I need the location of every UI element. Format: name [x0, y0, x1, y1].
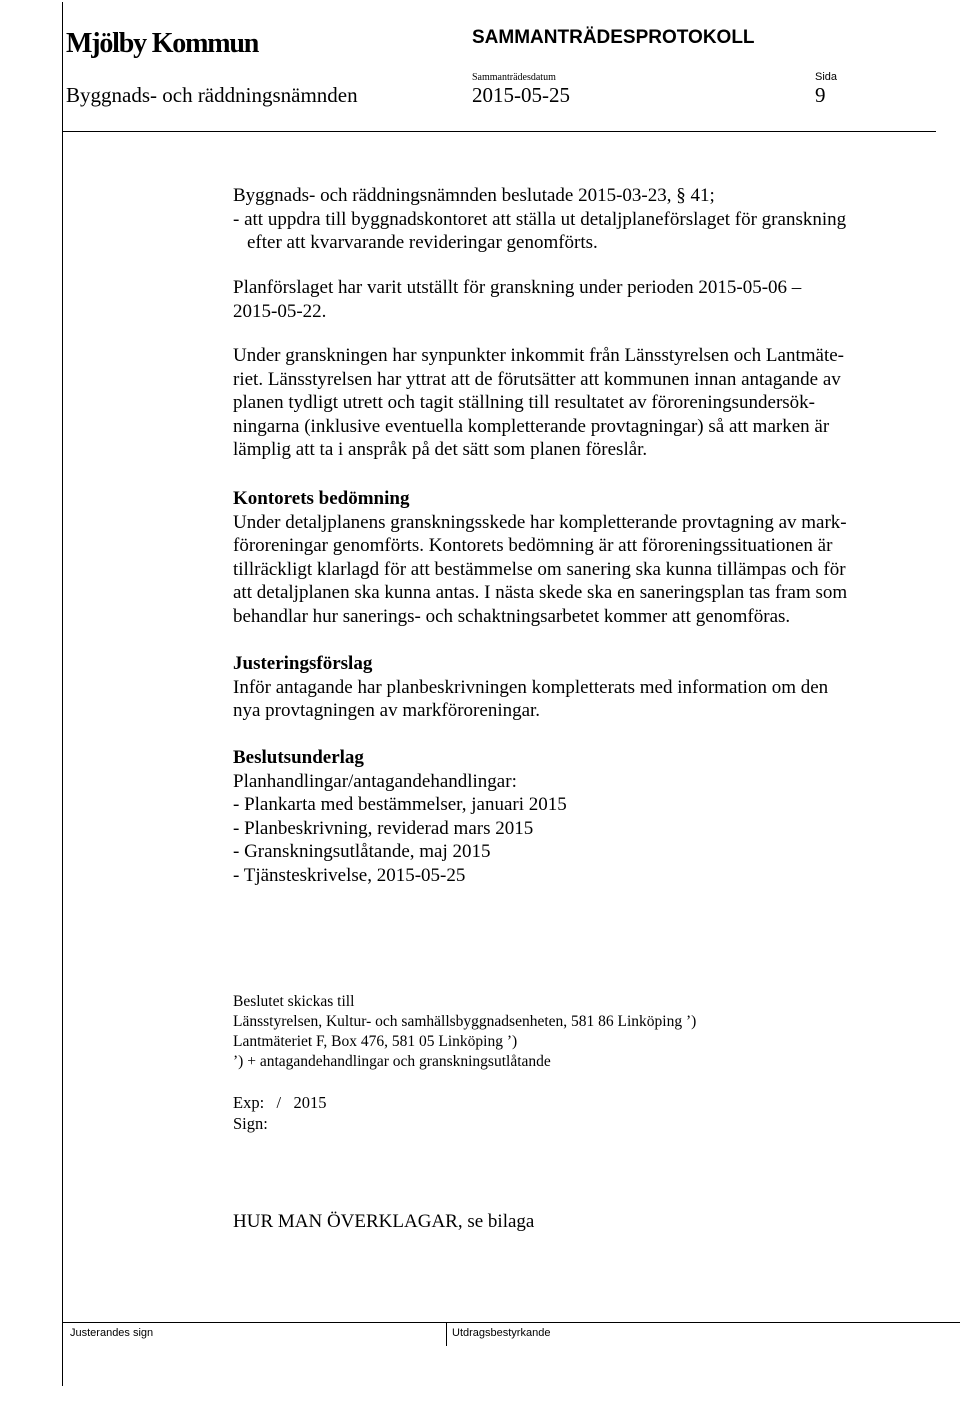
- intro-line: - att uppdra till byggnadskontoret att ställa ut detaljplaneförslaget för granskning: [233, 208, 847, 230]
- review-line: ningarna (inklusive eventuella kompletterande provtagningar) så att marken är: [233, 415, 830, 437]
- assessment-heading: Kontorets bedömning: [233, 488, 410, 509]
- adjustment-line: nya provtagningen av markföroreningar.: [233, 700, 541, 721]
- basis-line: - Plankarta med bestämmelser, januari 2015: [233, 794, 567, 815]
- basis-line: - Granskningsutlåtande, maj 2015: [233, 841, 491, 862]
- doc-type: SAMMANTRÄDESPROTOKOLL: [472, 27, 755, 48]
- assessment-line: tillräckligt klarlagd för att bestämmelse om sanering ska kunna tillämpas och för: [233, 558, 846, 580]
- review-line: Under granskningen har synpunkter inkommit från Länsstyrelsen och Lantmäte-: [233, 345, 844, 366]
- review-line: planen tydligt utrett och tagit ställning till resultatet av föroreningsundersök-: [233, 392, 816, 413]
- basis-line: Planhandlingar/antagandehandlingar:: [233, 770, 517, 792]
- assessment-section: [233, 487, 847, 628]
- assessment-line: att detaljplanen ska kunna antas. I nästa skede ska en saneringsplan tas fram som: [233, 582, 848, 603]
- exhibition-paragraph: [233, 276, 801, 323]
- adjustment-line: Inför antagande har planbeskrivningen kompletterats med information om den: [233, 676, 829, 698]
- page-number: 9: [815, 83, 826, 107]
- assessment-line: Under detaljplanens granskningsskede har kompletterande provtagning av mark-: [233, 511, 847, 533]
- left-margin-line: [62, 2, 63, 1386]
- review-paragraph: [233, 344, 844, 462]
- org-name: Mjölby Kommun: [66, 28, 259, 59]
- adjustment-section: [233, 652, 828, 723]
- distribution-line: ’) + antagandehandlingar och granskningsutlåtande: [233, 1053, 551, 1070]
- footer-separator-line: [446, 1322, 447, 1346]
- review-line: riet. Länsstyrelsen har yttrat att de förutsätter att kommunen innan antagande av: [233, 368, 841, 390]
- intro-line: efter att kvarvarande revideringar genomförts.: [247, 232, 598, 253]
- adjusters-sign-label: Justerandes sign: [70, 1327, 154, 1339]
- basis-heading: Beslutsunderlag: [233, 747, 364, 768]
- exp-line: Exp: / 2015: [233, 1093, 327, 1112]
- sign-line: Sign:: [233, 1114, 268, 1133]
- assessment-line: behandlar hur sanerings- och schaktningsarbetet kommer att genomföras.: [233, 605, 791, 627]
- intro-paragraph: [233, 184, 846, 255]
- adjustment-heading: Justeringsförslag: [233, 653, 373, 674]
- header-divider: [62, 131, 936, 132]
- distribution-line: Beslutet skickas till: [233, 993, 355, 1010]
- committee-name: Byggnads- och räddningsnämnden: [66, 83, 358, 107]
- intro-line: Byggnads- och räddningsnämnden beslutade 2015-03-23, § 41;: [233, 185, 715, 206]
- review-line: lämplig att ta i anspråk på det sätt som planen föreslår.: [233, 439, 648, 460]
- footer-divider: [62, 1322, 960, 1323]
- appeal-note: HUR MAN ÖVERKLAGAR, se bilaga: [233, 1211, 535, 1232]
- assessment-line: föroreningar genomförts. Kontorets bedömning är att föroreningssituationen är: [233, 535, 833, 556]
- basis-line: - Planbeskrivning, reviderad mars 2015: [233, 817, 534, 839]
- exhibition-line: Planförslaget har varit utställt för granskning under perioden 2015-05-06 –: [233, 277, 802, 298]
- expedition-block: [233, 1092, 327, 1134]
- extract-certification-label: Utdragsbestyrkande: [452, 1327, 551, 1339]
- exhibition-line: 2015-05-22.: [233, 300, 327, 322]
- date-label: Sammanträdesdatum: [472, 72, 556, 83]
- distribution-line: Länsstyrelsen, Kultur- och samhällsbyggnadsenheten, 581 86 Linköping ’): [233, 1013, 697, 1030]
- basis-section: [233, 746, 567, 887]
- basis-line: - Tjänsteskrivelse, 2015-05-25: [233, 864, 466, 886]
- meeting-date: 2015-05-25: [472, 83, 570, 107]
- distribution-list: [233, 992, 696, 1072]
- page-label: Sida: [815, 71, 838, 83]
- distribution-line: Lantmäteriet F, Box 476, 581 05 Linköping ’): [233, 1033, 518, 1050]
